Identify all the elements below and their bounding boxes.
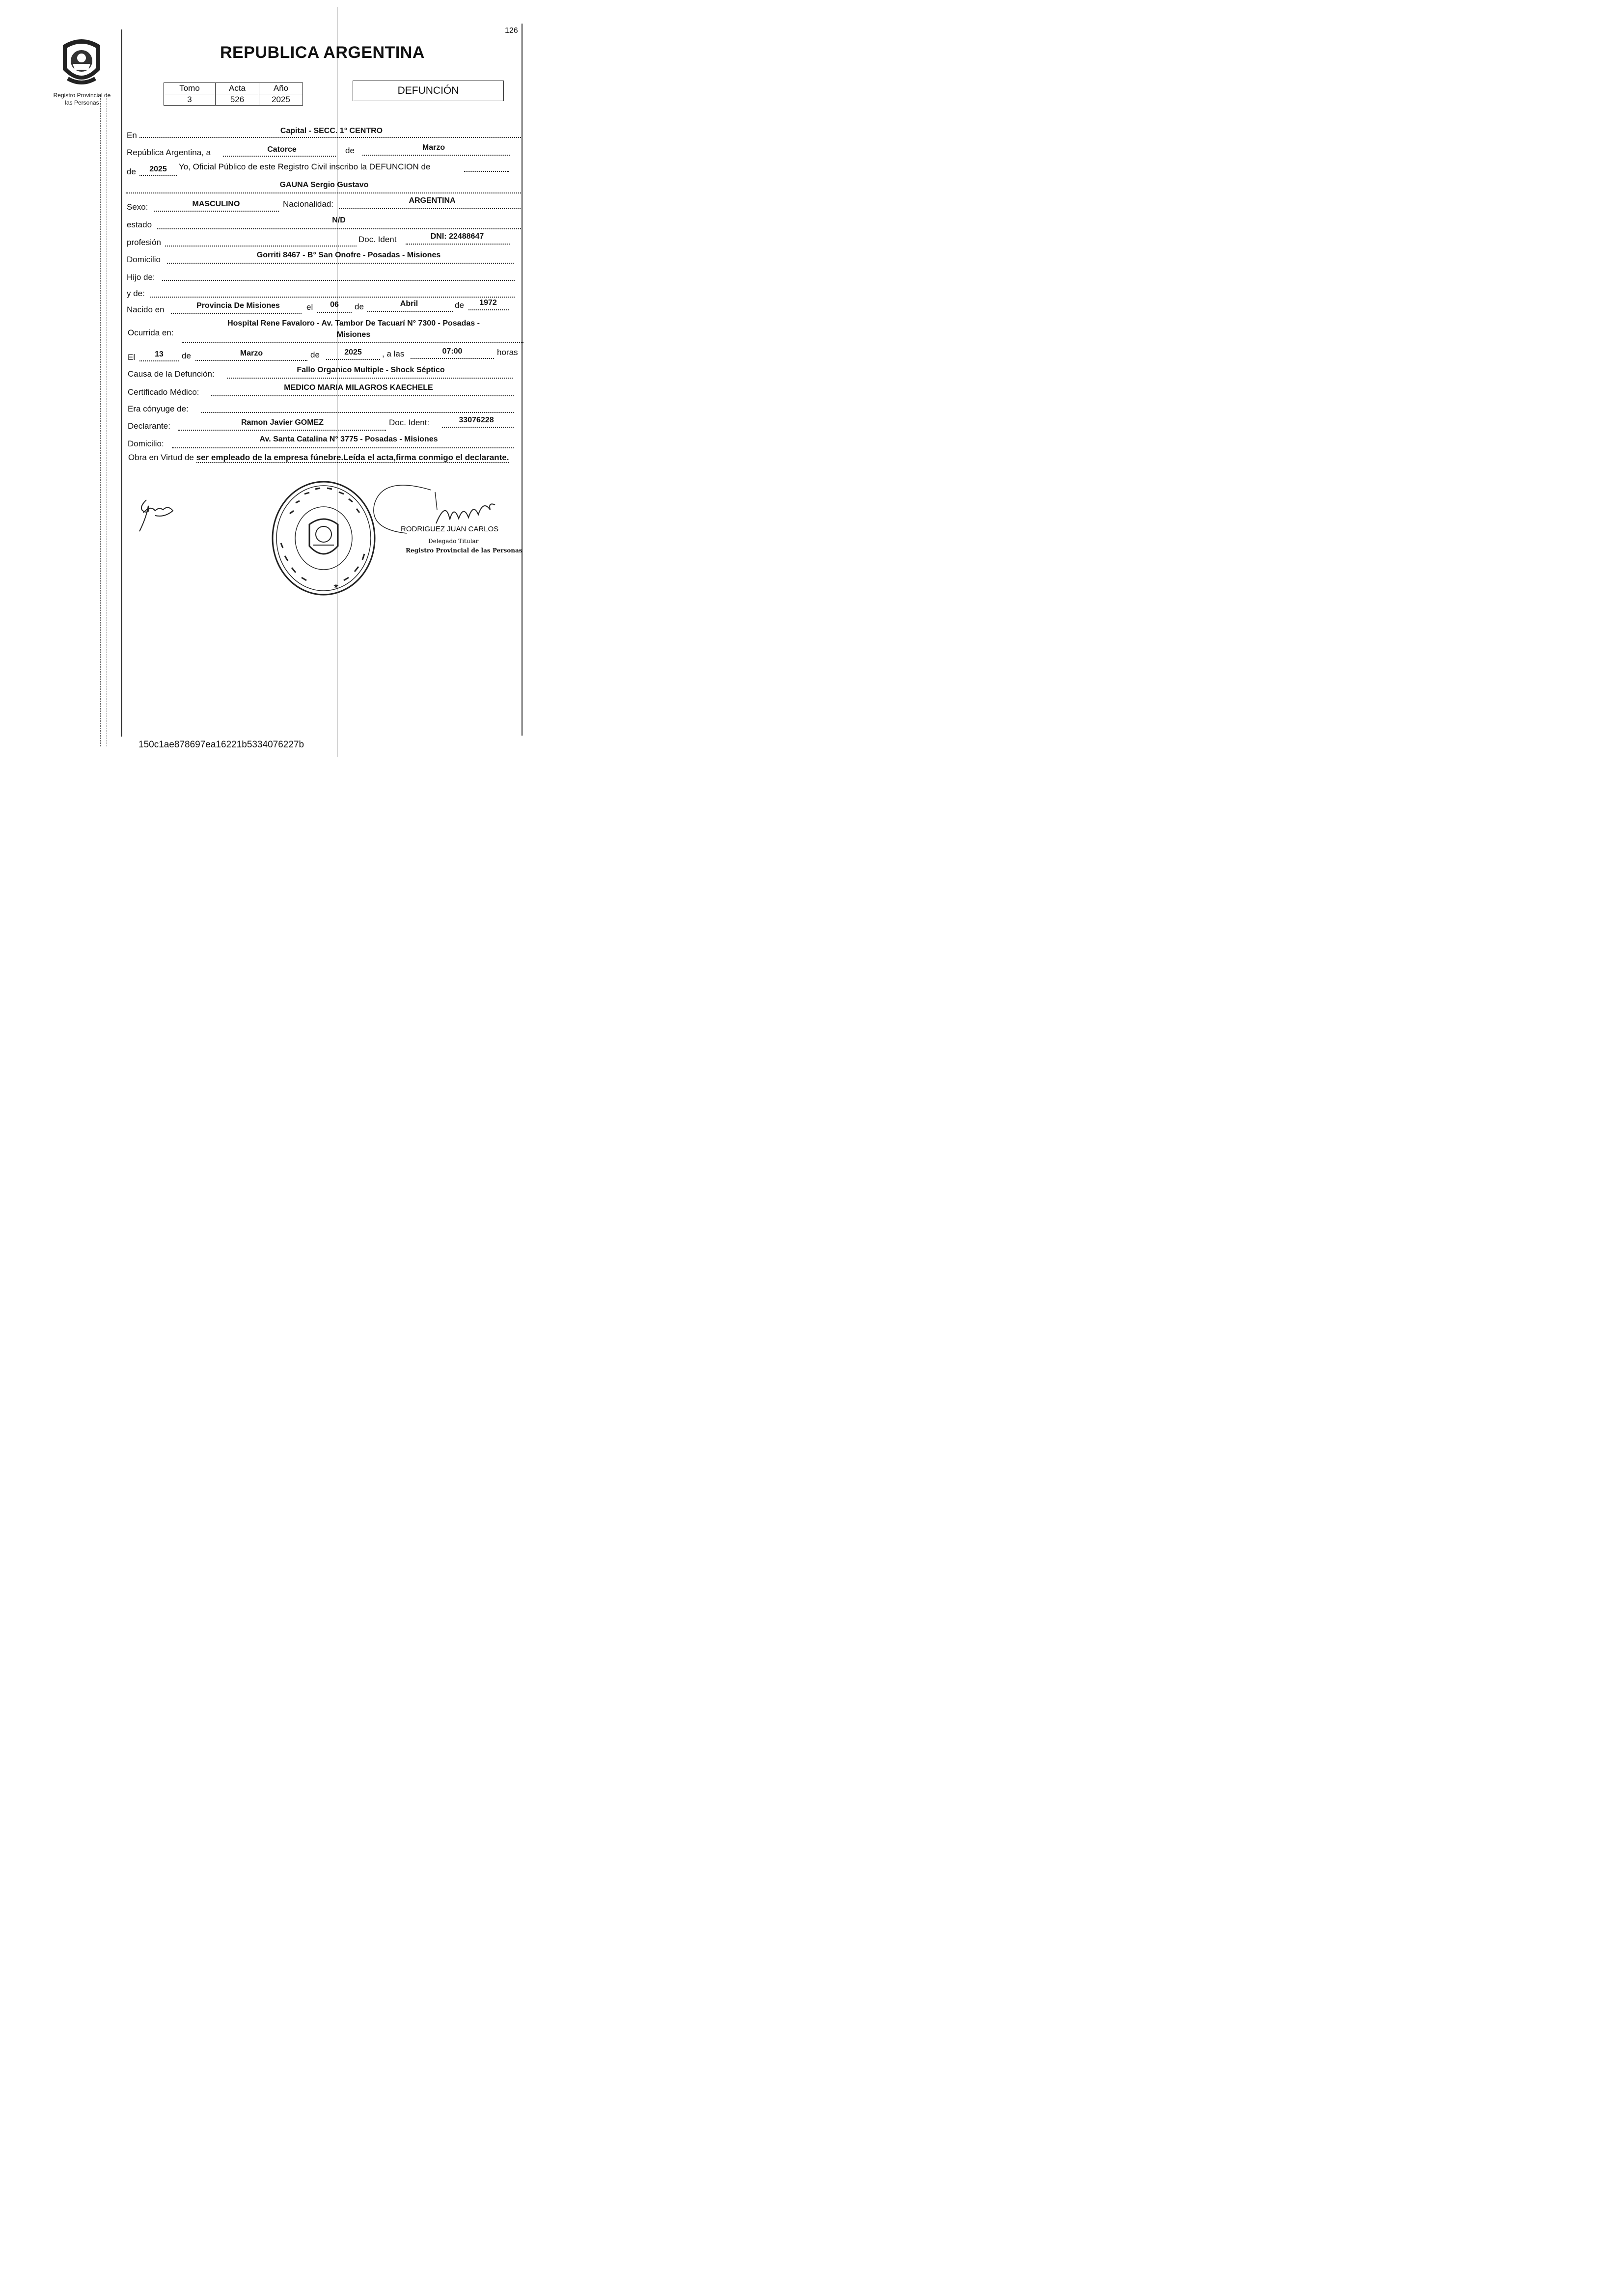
- obra-paragraph: [128, 451, 524, 464]
- de-label-2: de: [355, 302, 364, 311]
- certificado-label: Certificado Médico:: [128, 387, 199, 397]
- yde-label: y de:: [127, 289, 145, 298]
- deceased-name: GAUNA Sergio Gustavo: [279, 181, 369, 189]
- estado-value: N/D: [332, 216, 346, 224]
- oficial-text: Yo, Oficial Público de este Registro Civil inscribo la DEFUNCION de: [179, 162, 431, 171]
- nacido-value: Provincia De Misiones: [196, 302, 280, 310]
- decl-doc-label: Doc. Ident:: [389, 418, 430, 427]
- en-label: En: [127, 131, 137, 140]
- de-label-1: de: [345, 146, 355, 155]
- ocurrida-line: [182, 342, 523, 343]
- el-label: el: [306, 302, 313, 312]
- death-day-line: [139, 360, 179, 361]
- declarante-signature: [136, 496, 175, 533]
- name-line: [126, 192, 523, 193]
- oficial-line: [464, 171, 509, 172]
- left-margin-line: [121, 29, 122, 737]
- rep-label: República Argentina, a: [127, 148, 211, 157]
- death-year: 2025: [344, 348, 362, 357]
- causa-label: Causa de la Defunción:: [128, 369, 215, 379]
- obra-label: Obra en Virtud de: [128, 453, 194, 462]
- alas-label: , a las: [382, 349, 405, 358]
- death-month-line: [195, 360, 307, 361]
- month-value: Marzo: [422, 143, 445, 152]
- certificado-value: MEDICO MARIA MILAGROS KAECHELE: [284, 384, 433, 392]
- hijo-line: [162, 280, 515, 281]
- day-words: Catorce: [267, 145, 297, 154]
- death-day: 13: [155, 350, 164, 358]
- decl-domicilio-line: [172, 447, 514, 448]
- registry-name: Registro Provincial de las Personas: [53, 92, 111, 106]
- causa-value: Fallo Organico Multiple - Shock Séptico: [297, 366, 445, 374]
- anio-value: 2025: [259, 94, 303, 106]
- signatory-office: Registro Provincial de las Personas: [406, 547, 523, 554]
- sexo-line: [154, 211, 279, 212]
- declarante-label: Declarante:: [128, 421, 170, 431]
- causa-line: [227, 378, 513, 379]
- profesion-line: [165, 246, 357, 247]
- domicilio-label: Domicilio: [127, 255, 161, 264]
- nacionalidad-label: Nacionalidad:: [283, 199, 334, 209]
- conyuge-label: Era cónyuge de:: [128, 404, 189, 413]
- page-number: 126: [505, 27, 518, 35]
- tomo-header: Tomo: [164, 83, 216, 94]
- estado-line: [157, 228, 523, 229]
- declarante-value: Ramon Javier GOMEZ: [241, 418, 324, 427]
- certificado-line: [211, 395, 514, 396]
- de-label-4: de: [182, 351, 191, 360]
- document-hash: 150c1ae878697ea16221b5334076227b: [138, 740, 304, 750]
- doc-ident-value: DNI: 22488647: [430, 232, 484, 241]
- page-title: REPUBLICA ARGENTINA: [220, 43, 425, 62]
- birth-day: 06: [330, 301, 339, 309]
- signatory-name: RODRIGUEZ JUAN CARLOS: [401, 525, 499, 533]
- el2-label: El: [128, 353, 136, 362]
- nacido-line: [171, 313, 302, 314]
- doc-ident-label: Doc. Ident: [358, 235, 397, 244]
- estado-label: estado: [127, 220, 152, 229]
- en-value: Capital - SECC. 1° CENTRO: [280, 127, 383, 135]
- signatory-role: Delegado Titular: [428, 538, 479, 545]
- domicilio-value: Gorriti 8467 - B° San Onofre - Posadas - Misiones: [256, 251, 441, 259]
- sexo-value: MASCULINO: [192, 200, 240, 208]
- misiones-seal-logo: [58, 35, 105, 89]
- death-month: Marzo: [240, 349, 263, 357]
- decl-doc-value: 33076228: [459, 416, 494, 424]
- registry-stamp: [270, 479, 377, 597]
- ocurrida-label: Ocurrida en:: [128, 328, 174, 337]
- ocurrida-line1: Hospital Rene Favaloro - Av. Tambor De Tacuarí N° 7300 - Posadas -: [227, 319, 480, 328]
- birth-month: Abril: [400, 300, 418, 308]
- death-time-line: [411, 358, 494, 359]
- en-line: [139, 137, 523, 138]
- decl-domicilio-value: Av. Santa Catalina N° 3775 - Posadas - Misiones: [259, 435, 438, 443]
- birth-year: 1972: [479, 299, 497, 307]
- horas-label: horas: [497, 348, 518, 357]
- nacionalidad-line: [339, 208, 521, 209]
- hijo-label: Hijo de:: [127, 273, 155, 282]
- birth-year-line: [468, 309, 509, 310]
- doc-type-box: DEFUNCIÓN: [353, 81, 504, 101]
- doc-ident-line: [406, 244, 510, 245]
- ocurrida-line2: Misiones: [336, 330, 371, 339]
- acta-value: 526: [216, 94, 259, 106]
- domicilio-line: [167, 263, 514, 264]
- birth-month-line: [367, 311, 453, 312]
- day-line: [223, 156, 336, 157]
- reference-table: [164, 82, 303, 106]
- de-label-5: de: [310, 350, 320, 359]
- obra-text: ser empleado de la empresa fúnebre.Leída el acta,firma conmigo el declarante.: [196, 453, 509, 462]
- perforation-line: [100, 98, 101, 746]
- svg-text:★: ★: [333, 582, 339, 590]
- birth-day-line: [317, 312, 352, 313]
- nacido-label: Nacido en: [127, 305, 165, 314]
- nacionalidad-value: ARGENTINA: [409, 196, 456, 205]
- acta-header: Acta: [216, 83, 259, 94]
- anio-header: Año: [259, 83, 303, 94]
- decl-doc-line: [442, 427, 514, 428]
- conyuge-line: [201, 412, 514, 413]
- right-margin-line: [522, 24, 523, 736]
- declarante-line: [178, 430, 386, 431]
- month-line: [362, 155, 510, 156]
- year-line: [139, 175, 177, 176]
- tomo-value: 3: [164, 94, 216, 106]
- death-year-line: [326, 359, 380, 360]
- death-time: 07:00: [442, 347, 463, 356]
- profesion-label: profesión: [127, 238, 161, 247]
- sexo-label: Sexo:: [127, 202, 148, 212]
- year-value: 2025: [149, 165, 167, 173]
- yde-line: [150, 297, 515, 298]
- year-prefix-label: de: [127, 167, 136, 176]
- decl-domicilio-label: Domicilio:: [128, 439, 164, 448]
- de-label-3: de: [455, 301, 464, 310]
